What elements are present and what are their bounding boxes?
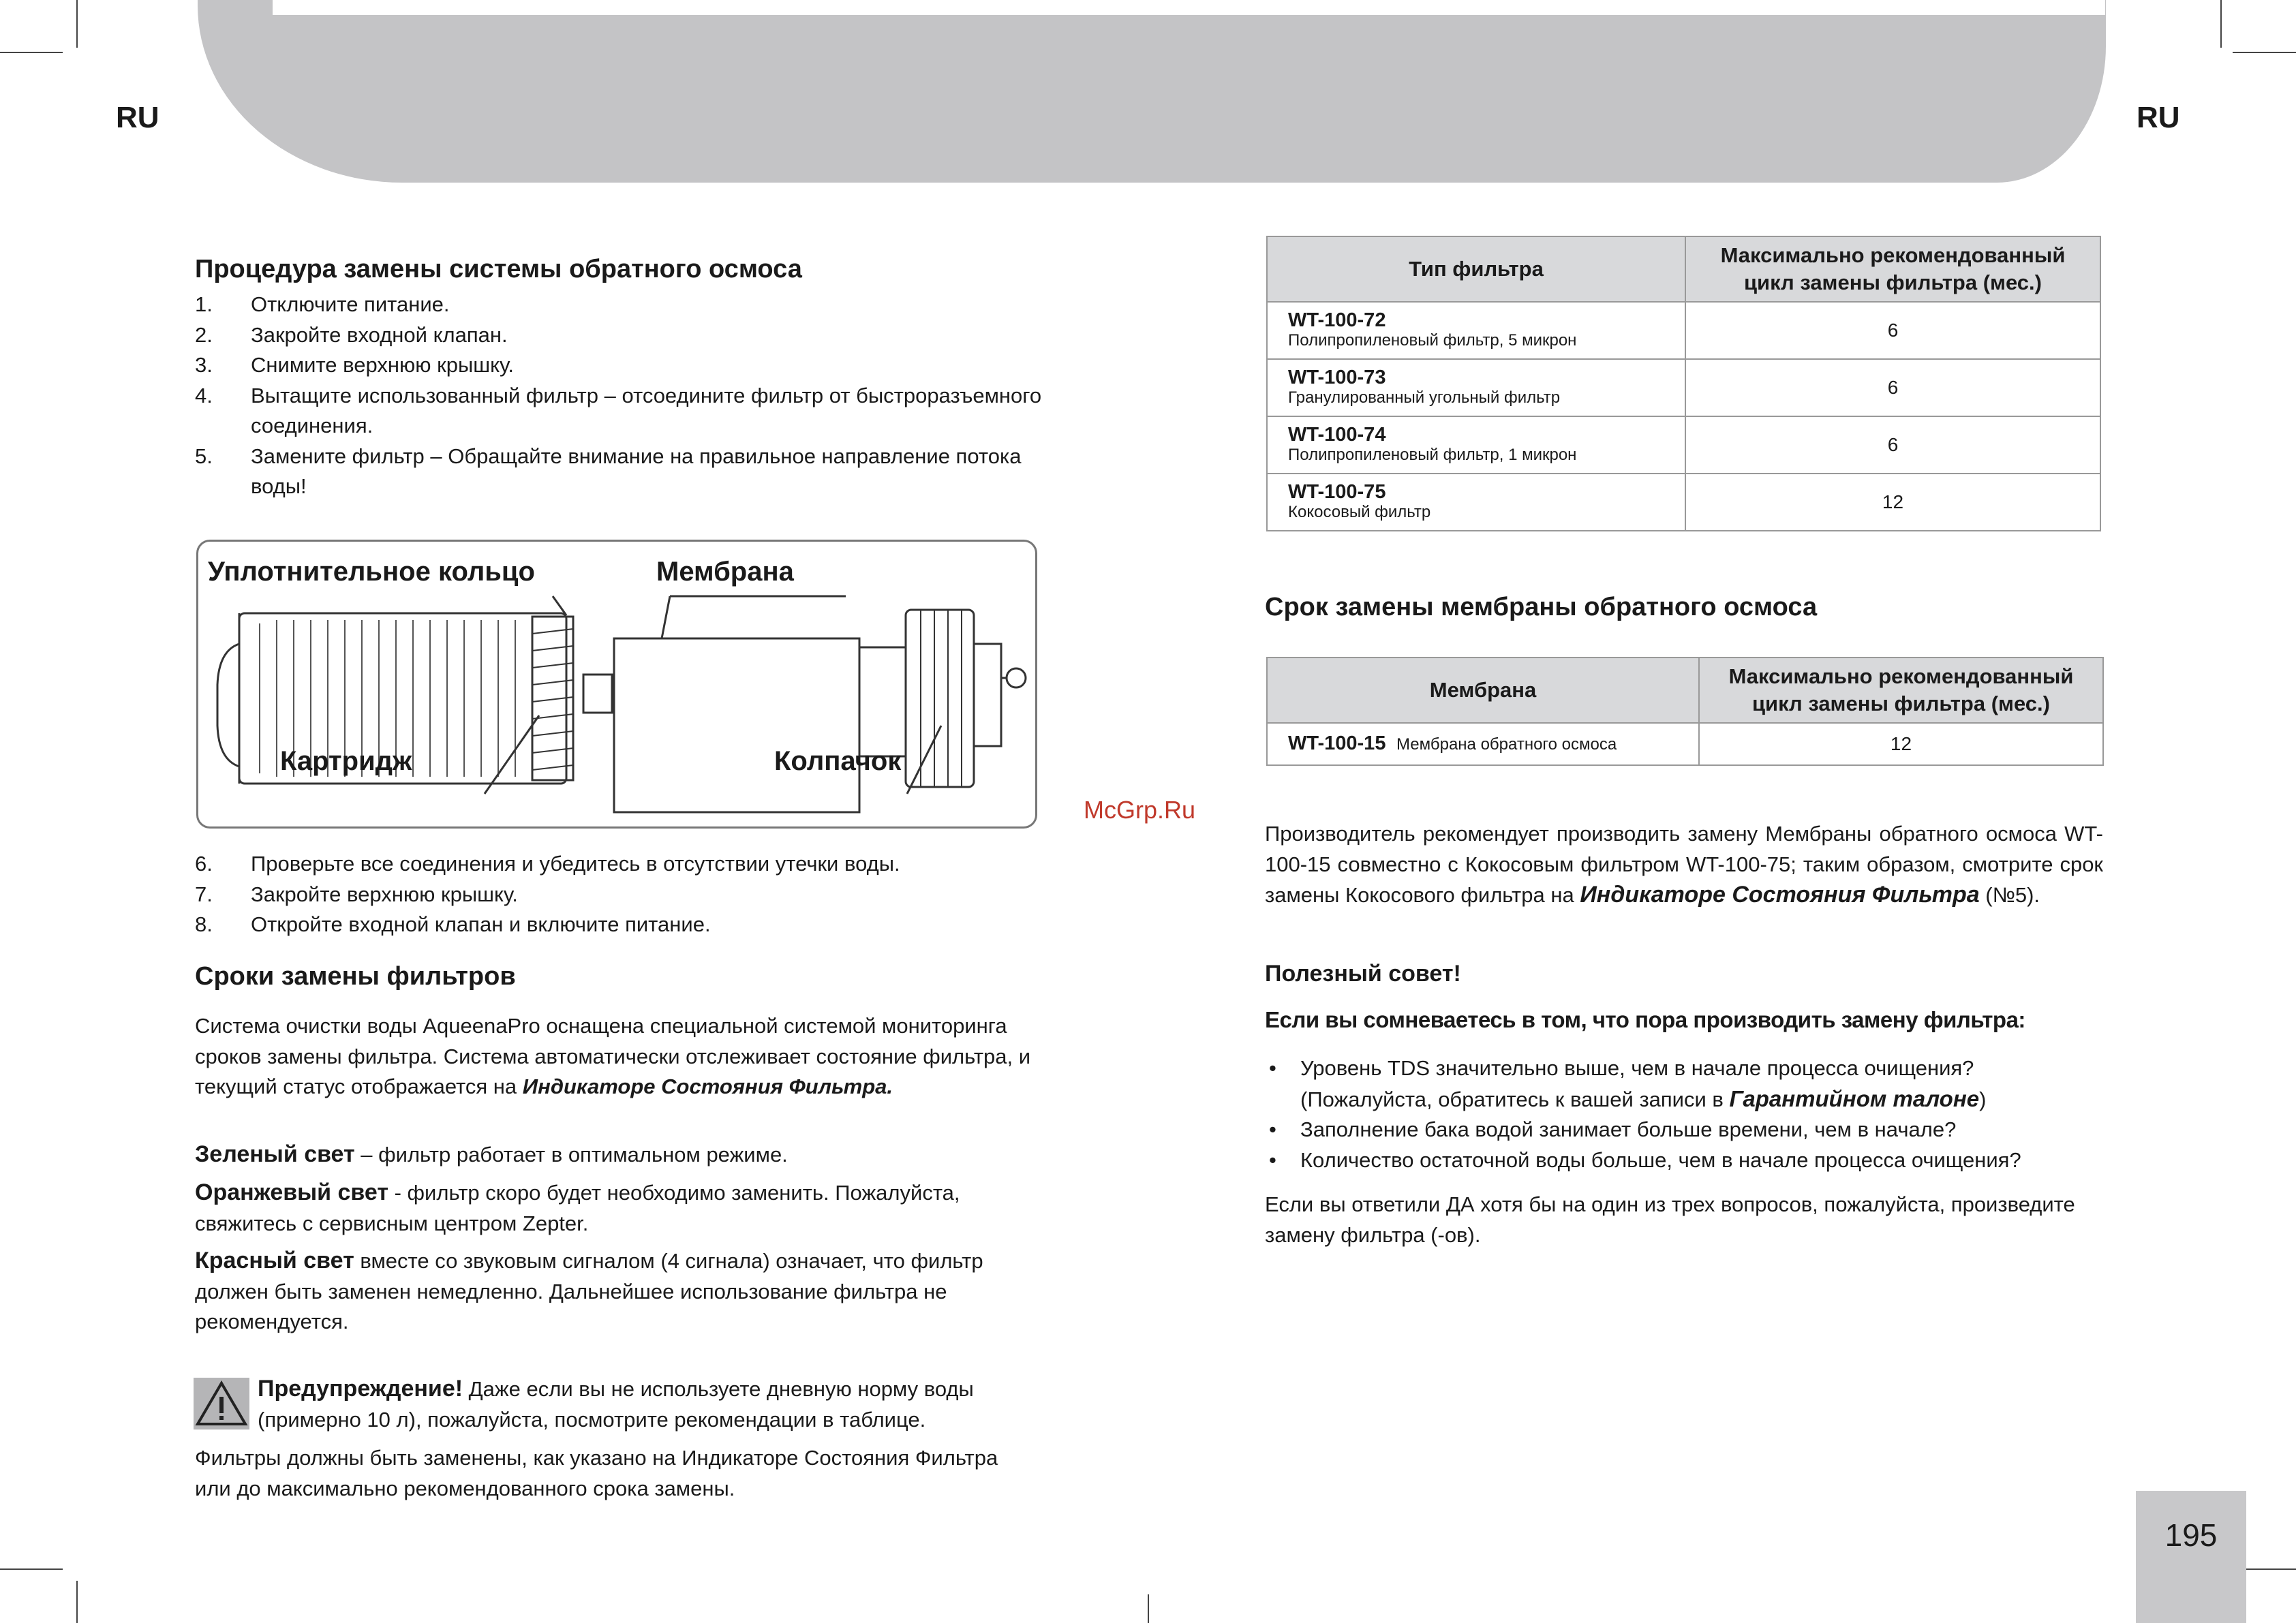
watermark: McGrp.Ru: [1084, 796, 1196, 824]
terms-heading: Сроки замены фильтров: [195, 962, 516, 991]
filter-type-cell: WT-100-74 Полипропиленовый фильтр, 1 микрон: [1267, 416, 1685, 474]
crop-mark: [2220, 0, 2222, 48]
filter-type-cell: WT-100-73 Гранулированный угольный фильтр: [1267, 359, 1685, 416]
language-label-left: RU: [116, 101, 159, 134]
list-item: • Уровень TDS значительно выше, чем в начале процесса очищения? (Пожалуйста, обратитесь к вашей записи в Гарантийном талоне): [1269, 1056, 1987, 1111]
label-cartridge: Картридж: [280, 746, 412, 776]
filter-replacement-table: [1266, 236, 2101, 531]
crop-mark: [2233, 52, 2296, 53]
warning-text: Предупреждение! Даже если вы не используете дневную норму воды (примерно 10 л), пожалуйста, посмотрите рекомендации в таблице.: [258, 1376, 974, 1432]
table-header-row: [1267, 236, 2100, 302]
list-item: 3. Снимите верхнюю крышку.: [195, 353, 515, 377]
membrane-type-cell: WT-100-15 Мембрана обратного осмоса: [1267, 723, 1699, 765]
table-row: [1267, 359, 2100, 416]
tip-question: Если вы сомневаетесь в том, что пора производить замену фильтра:: [1265, 1007, 2025, 1032]
tip-list: [1265, 1053, 2103, 1175]
list-item: 7. Закройте верхнюю крышку.: [195, 882, 518, 906]
list-item: 6. Проверьте все соединения и убедитесь в отсутствии утечки воды.: [195, 852, 900, 876]
language-label-right: RU: [2137, 101, 2180, 134]
procedure-heading: Процедура замены системы обратного осмоса: [195, 255, 802, 283]
tip-heading: Полезный совет!: [1265, 961, 1461, 987]
red-light-text: Красный свет вместе со звуковым сигналом (4 сигнала) означает, что фильтр должен быть заменен немедленно. Дальнейшее использование фильтра не рекомендуется.: [195, 1248, 983, 1333]
list-item: 5. Замените фильтр – Обращайте внимание на правильное направление потока воды!: [195, 444, 1022, 498]
crop-mark: [76, 1581, 78, 1623]
list-item: 8. Откройте входной клапан и включите питание.: [195, 912, 711, 936]
table-header-row: [1267, 658, 2103, 723]
months-cell: 6: [1685, 359, 2100, 416]
column-header: Тип фильтра: [1267, 236, 1685, 302]
column-header: Максимально рекомендованный цикл замены фильтра (мес.): [1699, 658, 2103, 723]
crop-mark: [1148, 1594, 1149, 1623]
tip-conclusion: Если вы ответили ДА хотя бы на один из трех вопросов, пожалуйста, произведите замену фильтра (-ов).: [1265, 1192, 2075, 1247]
page-number: 195: [2164, 1517, 2218, 1553]
label-membrane: Мембрана: [656, 557, 794, 587]
filter-type-cell: WT-100-72 Полипропиленовый фильтр, 5 микрон: [1267, 302, 1685, 359]
months-cell: 12: [1699, 723, 2103, 765]
crop-mark: [0, 52, 63, 53]
months-cell: 12: [1685, 474, 2100, 531]
crop-mark: [0, 1568, 63, 1570]
orange-light-text: Оранжевый свет - фильтр скоро будет необходимо заменить. Пожалуйста, свяжитесь с сервисным центром Zepter.: [195, 1179, 960, 1235]
green-light-text: Зеленый свет – фильтр работает в оптимальном режиме.: [195, 1141, 788, 1167]
column-header: Максимально рекомендованный цикл замены фильтра (мес.): [1685, 236, 2100, 302]
table-row: [1267, 474, 2100, 531]
list-item: 4. Вытащите использованный фильтр – отсоедините фильтр от быстроразъемного соединения.: [195, 383, 1042, 437]
procedure-steps-continued: [195, 849, 1047, 940]
months-cell: 6: [1685, 416, 2100, 474]
months-cell: 6: [1685, 302, 2100, 359]
filter-diagram: [196, 540, 1037, 829]
warning-triangle-icon: [194, 1378, 249, 1429]
table-row: [1267, 723, 2103, 765]
list-item: 1. Отключите питание.: [195, 292, 450, 316]
warning-footer: Фильтры должны быть заменены, как указано на Индикаторе Состояния Фильтра или до максимально рекомендованного срока замены.: [195, 1446, 998, 1500]
terms-intro: Система очистки воды AqueenaPro оснащена специальной системой мониторинга сроков замены фильтра. Система автоматически отслеживает состояние фильтра, и текущий статус отображается на Индикаторе Состояния Фильтра.: [195, 1014, 1031, 1098]
table-row: [1267, 416, 2100, 474]
membrane-heading: Срок замены мембраны обратного осмоса: [1265, 593, 1818, 621]
crop-mark: [76, 0, 78, 48]
column-header: Мембрана: [1267, 658, 1699, 723]
list-item: • Заполнение бака водой занимает больше времени, чем в начале?: [1269, 1117, 1957, 1141]
page-number-box: [2136, 1491, 2246, 1623]
label-sealing-ring: Уплотнительное кольцо: [208, 557, 535, 587]
membrane-table: [1266, 657, 2104, 766]
recommendation-text: Производитель рекомендует производить замену Мембраны обратного осмоса WT-100-15 совместно с Кокосовым фильтром WT-100-75; таким образом, смотрите срок замены Кокосового фильтра на Индикаторе Состояния Фильтра (№5).: [1265, 822, 2103, 908]
list-item: • Количество остаточной воды больше, чем в начале процесса очищения?: [1269, 1147, 2021, 1172]
procedure-steps: [195, 290, 1047, 502]
header-top-margin: [273, 0, 2105, 15]
label-cap: Колпачок: [774, 746, 902, 776]
table-row: [1267, 302, 2100, 359]
list-item: 2. Закройте входной клапан.: [195, 322, 508, 347]
header-band: [198, 0, 2106, 183]
filter-type-cell: WT-100-75 Кокосовый фильтр: [1267, 474, 1685, 531]
